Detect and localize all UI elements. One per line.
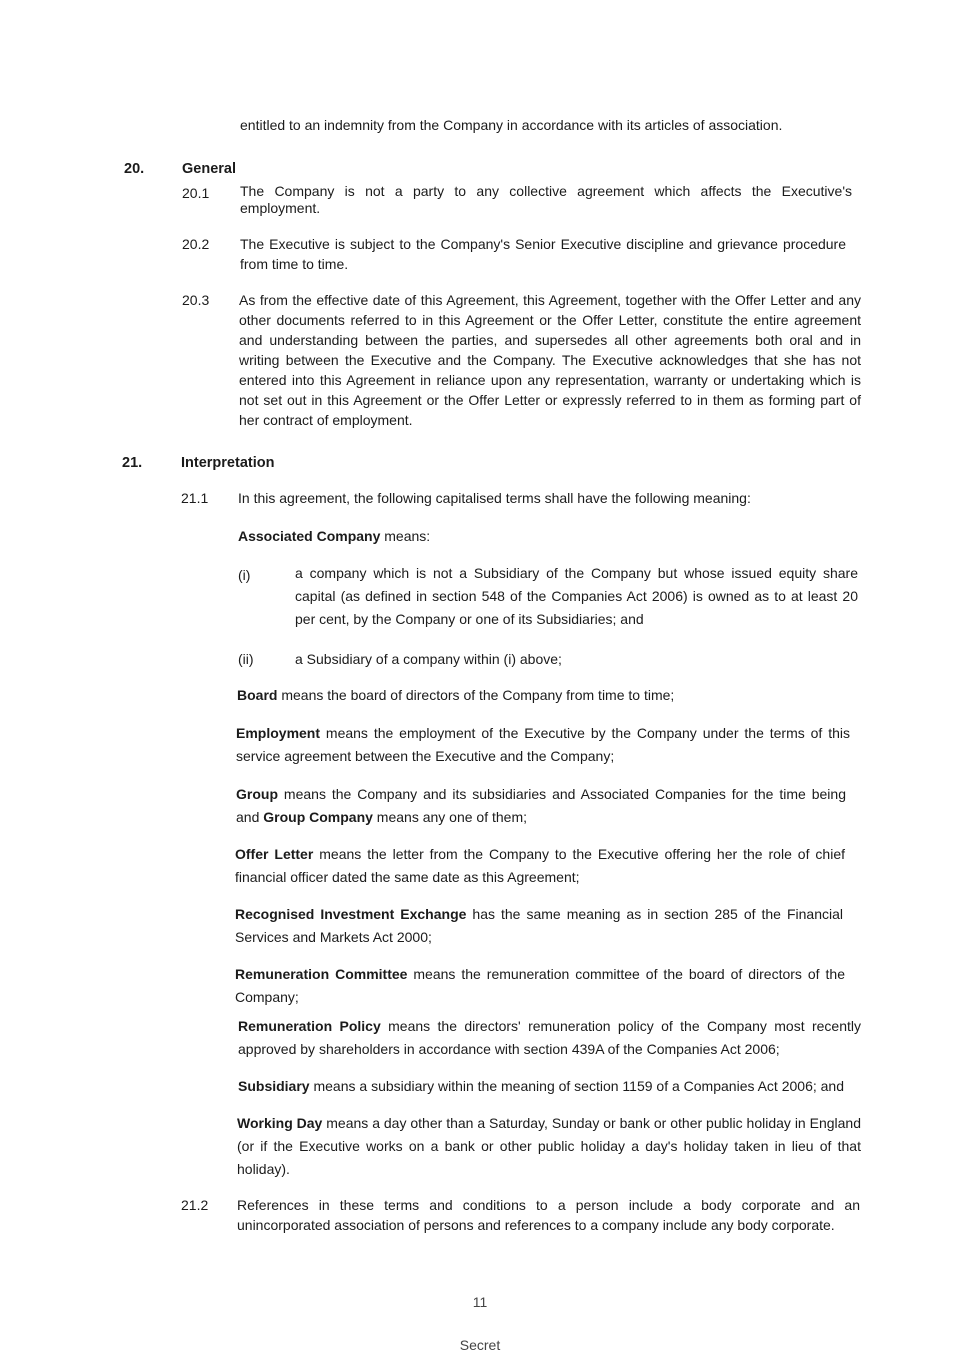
section-20-number: 20. xyxy=(124,161,145,177)
clause-21-1-number: 21.1 xyxy=(181,490,209,506)
definition-recognised-investment-exchange: Recognised Investment Exchange has the same meaning as in section 285 of the Financial Services and Markets Act 2000; xyxy=(235,906,844,945)
sub-item-ii-text: a Subsidiary of a company within (i) above; xyxy=(295,651,562,667)
clause-20-1-text: The Company is not a party to any collective agreement which affects the Executive's employment. xyxy=(240,183,852,216)
definition-associated-company: Associated Company means: xyxy=(238,528,431,544)
term-recognised-investment-exchange: Recognised Investment Exchange xyxy=(235,906,467,922)
definition-group: Group means the Company and its subsidiaries and Associated Companies for the time being and Group Company means any one of them; xyxy=(236,786,846,825)
term-associated-company: Associated Company xyxy=(238,528,381,544)
definition-employment: Employment means the employment of the Executive by the Company under the terms of this service agreement between the Executive and the Company; xyxy=(236,725,850,764)
clause-20-2-text: The Executive is subject to the Company's Senior Executive discipline and grievance procedure from time to time. xyxy=(240,236,846,272)
intro-text: entitled to an indemnity from the Company in accordance with its articles of association. xyxy=(240,117,783,133)
clause-20-2-number: 20.2 xyxy=(182,236,210,252)
definition-remuneration-committee: Remuneration Committee means the remuneration committee of the board of directors of the Company; xyxy=(235,966,845,1005)
clause-21-2-number: 21.2 xyxy=(181,1197,209,1213)
section-20-title: General xyxy=(182,161,236,177)
definition-offer-letter: Offer Letter means the letter from the Company to the Executive offering her the role of chief financial officer dated the same date as this Agreement; xyxy=(235,846,845,885)
sub-item-i-label: (i) xyxy=(238,567,251,583)
definition-remuneration-policy: Remuneration Policy means the directors' remuneration policy of the Company most recently approved by shareholders in accordance with section 439A of the Companies Act 2006; xyxy=(238,1018,861,1057)
term-working-day: Working Day xyxy=(237,1115,323,1131)
definition-board: Board means the board of directors of the Company from time to time; xyxy=(237,687,675,703)
clause-20-3-text: As from the effective date of this Agreement, this Agreement, together with the Offer Letter and any other documents referred to in this Agreement or the Offer Letter, constitute the entire agreement and understanding between the parties, and supersedes all other agreements both oral and in writing between the Executive and the Company. The Executive acknowledges that she has not entered into this Agreement in reliance upon any representation, warranty or undertaking which is not set out in this Agreement or the Offer Letter or expressly referred to in them as forming part of her contract of employment. xyxy=(239,292,861,428)
clause-20-1-number: 20.1 xyxy=(182,185,210,201)
sub-item-i-text: a company which is not a Subsidiary of the Company but whose issued equity share capital (as defined in section 548 of the Companies Act 2006) is owned as to at least 20 per cent, by the Company or one of its Subsidiaries; and xyxy=(295,565,858,627)
sub-item-ii-label: (ii) xyxy=(238,651,254,667)
term-remuneration-policy: Remuneration Policy xyxy=(238,1018,381,1034)
clause-21-2-text: References in these terms and conditions to a person include a body corporate and an unincorporated association of persons and references to a company include any body corporate. xyxy=(237,1197,860,1233)
definition-working-day: Working Day means a day other than a Saturday, Sunday or bank or other public holiday in England (or if the Executive works on a bank or other public holiday a day's holiday taken in lieu of that holiday). xyxy=(237,1115,862,1177)
classification-label: Secret xyxy=(459,1337,501,1353)
term-employment: Employment xyxy=(236,725,321,741)
term-remuneration-committee: Remuneration Committee xyxy=(235,966,408,982)
term-offer-letter: Offer Letter xyxy=(235,846,314,862)
clause-21-1-text: In this agreement, the following capitalised terms shall have the following meaning: xyxy=(238,490,751,506)
term-group-company: Group Company xyxy=(263,809,373,825)
definition-subsidiary: Subsidiary means a subsidiary within the meaning of section 1159 of a Companies Act 2006; and xyxy=(238,1078,844,1094)
page-number: 11 xyxy=(472,1294,488,1310)
term-board: Board xyxy=(237,687,278,703)
section-21-title: Interpretation xyxy=(181,455,275,471)
term-subsidiary: Subsidiary xyxy=(238,1078,310,1094)
clause-20-3-number: 20.3 xyxy=(182,292,210,308)
section-21-number: 21. xyxy=(122,455,143,471)
term-group: Group xyxy=(236,786,278,802)
